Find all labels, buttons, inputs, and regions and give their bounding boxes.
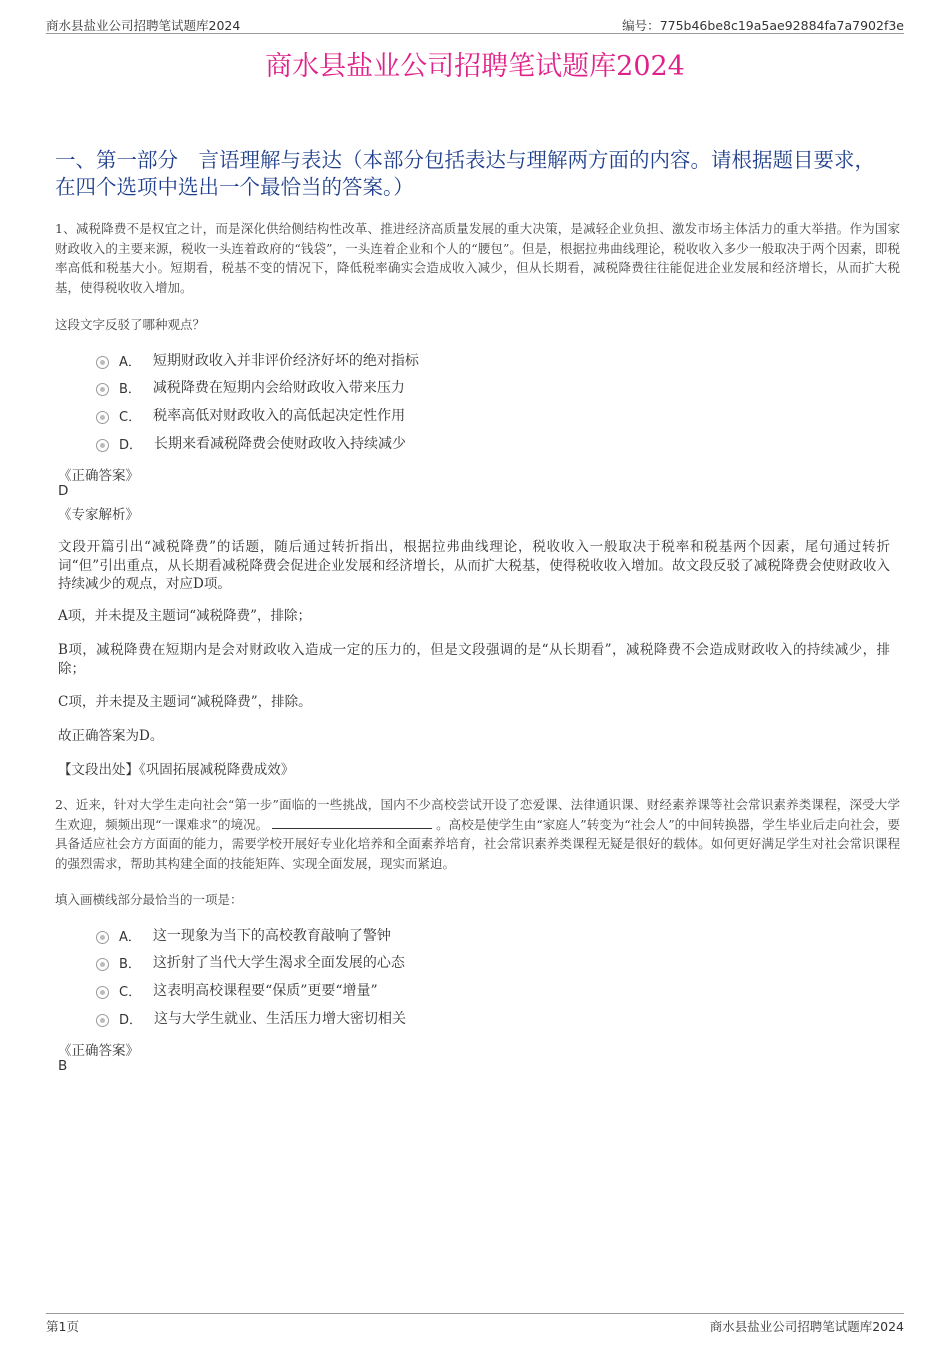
option-text: 税率高低对财政收入的高低起决定性作用 [153, 408, 406, 424]
q1-analysis-main: 文段开篇引出“减税降费”的话题，随后通过转折指出，根据拉弗曲线理论，税收收入一般取决于税率和税基两个因素，尾句通过转折词“但”引出重点，从长期看减税降费会促进企业发展和经济增长，从而扩大税基，使得税收收入增加。故文段反驳了减税降费会使财政收入持续减少的观点，对应D项。 [58, 539, 890, 592]
option-letter: B． [119, 956, 141, 972]
header-code-value: 775b46be8c19a5ae92884fa7a7902f3e [659, 18, 904, 33]
footer-doc-name: 商水县盐业公司招聘笔试题库2024 [709, 1319, 904, 1334]
option-text: 这表明高校课程要“保质”更要“增量” [153, 983, 378, 999]
option-letter: A． [119, 354, 141, 370]
q1-analysis-label: 《专家解析》 [58, 507, 139, 523]
q2-option-a[interactable] [96, 925, 391, 945]
q2-option-d[interactable] [96, 1008, 406, 1028]
radio-icon[interactable] [96, 931, 109, 944]
page-number: 第1页 [46, 1319, 79, 1334]
header-code [622, 16, 904, 34]
q1-analysis-a: A项，并未提及主题词“减税降费”，排除； [58, 608, 312, 624]
option-letter: A． [119, 929, 141, 945]
option-letter: D． [119, 437, 143, 453]
q2-text-before: 2、近来，针对大学生走向社会“第一步”面临的一些挑战，国内不少高校尝试开设了恋爱课、法律通识课、财经素养课等社会常识素养类课程，深受大学生欢迎，频频出现“一课难求”的境况。 [55, 797, 900, 832]
radio-icon[interactable] [96, 411, 109, 424]
option-text: 长期来看减税降费会使财政收入持续减少 [154, 436, 407, 452]
option-letter: B． [119, 381, 141, 397]
q1-prompt: 这段文字反驳了哪种观点？ [55, 317, 206, 332]
option-letter: C． [119, 984, 142, 1000]
radio-icon[interactable] [96, 439, 109, 452]
q1-analysis-conclusion: 故正确答案为D。 [58, 728, 164, 744]
option-letter: D． [119, 1012, 143, 1028]
option-text: 这折射了当代大学生渴求全面发展的心态 [152, 955, 405, 971]
option-letter: C． [119, 409, 142, 425]
header-code-label: 编号： [622, 18, 660, 33]
page-footer [46, 1313, 904, 1333]
q1-answer: D [58, 483, 69, 499]
q1-option-c[interactable] [96, 405, 405, 425]
option-text: 这与大学生就业、生活压力增大密切相关 [154, 1011, 407, 1027]
radio-icon[interactable] [96, 958, 109, 971]
q1-option-d[interactable] [96, 433, 406, 453]
radio-icon[interactable] [96, 356, 109, 369]
q1-source: 【文段出处】《巩固拓展减税降费成效》 [58, 762, 295, 778]
q2-answer: B [58, 1058, 68, 1074]
option-text: 这一现象为当下的高校教育敲响了警钟 [152, 928, 391, 944]
q2-answer-label: 《正确答案》 [58, 1043, 139, 1059]
q1-option-a[interactable] [96, 350, 419, 370]
q1-text: 1、减税降费不是权宜之计，而是深化供给侧结构性改革、推进经济高质量发展的重大决策，是减轻企业负担、激发市场主体活力的重大举措。作为国家财政收入的主要来源，税收一头连着政府的“钱袋”，一头连着企业和个人的“腰包”。但是，根据拉弗曲线理论，税收收入多少一般取决于两个因素，即税率高低和税基大小。短期看，税基不变的情况下，降低税率确实会造成收入减少，但从长期看，减税降费往往能促进企业发展和经济增长，从而扩大税基，使得税收收入增加。 [55, 221, 900, 295]
q2-prompt: 填入画横线部分最恰当的一项是： [55, 892, 243, 907]
page-header [46, 14, 904, 34]
q1-answer-label: 《正确答案》 [58, 468, 139, 484]
radio-icon[interactable] [96, 383, 109, 396]
option-text: 减税降费在短期内会给财政收入带来压力 [152, 380, 405, 396]
q1-analysis-c: C项，并未提及主题词“减税降费”，排除。 [58, 694, 312, 710]
document-title: 商水县盐业公司招聘笔试题库2024 [265, 51, 685, 82]
section-title: 一、第一部分 言语理解与表达（本部分包括表达与理解两方面的内容。请根据题目要求，在四个选项中选出一个最恰当的答案。） [55, 148, 875, 199]
radio-icon[interactable] [96, 986, 109, 999]
header-doc-name: 商水县盐业公司招聘笔试题库2024 [46, 18, 241, 33]
option-text: 短期财政收入并非评价经济好坏的绝对指标 [152, 353, 419, 369]
q2-text [55, 795, 900, 873]
q2-option-c[interactable] [96, 980, 378, 1000]
fill-blank [272, 816, 432, 829]
radio-icon[interactable] [96, 1014, 109, 1027]
q2-text-after: 。高校是使学生由“家庭人”转变为“社会人”的中间转换器，学生毕业后走向社会，要具备适应社会方方面面的能力，需要学校开展好专业化培养和全面素养培育，社会常识素养类课程无疑是很好的载体。如何更好满足学生对社会常识课程的强烈需求，帮助其构建全面的技能矩阵、实现全面发展，现实而紧迫。 [55, 816, 900, 871]
q2-option-b[interactable] [96, 952, 405, 972]
q1-analysis-b: B项，减税降费在短期内是会对财政收入造成一定的压力的，但是文段强调的是“从长期看”，减税降费不会造成财政收入的持续减少，排除； [58, 642, 890, 677]
q1-option-b[interactable] [96, 377, 405, 397]
